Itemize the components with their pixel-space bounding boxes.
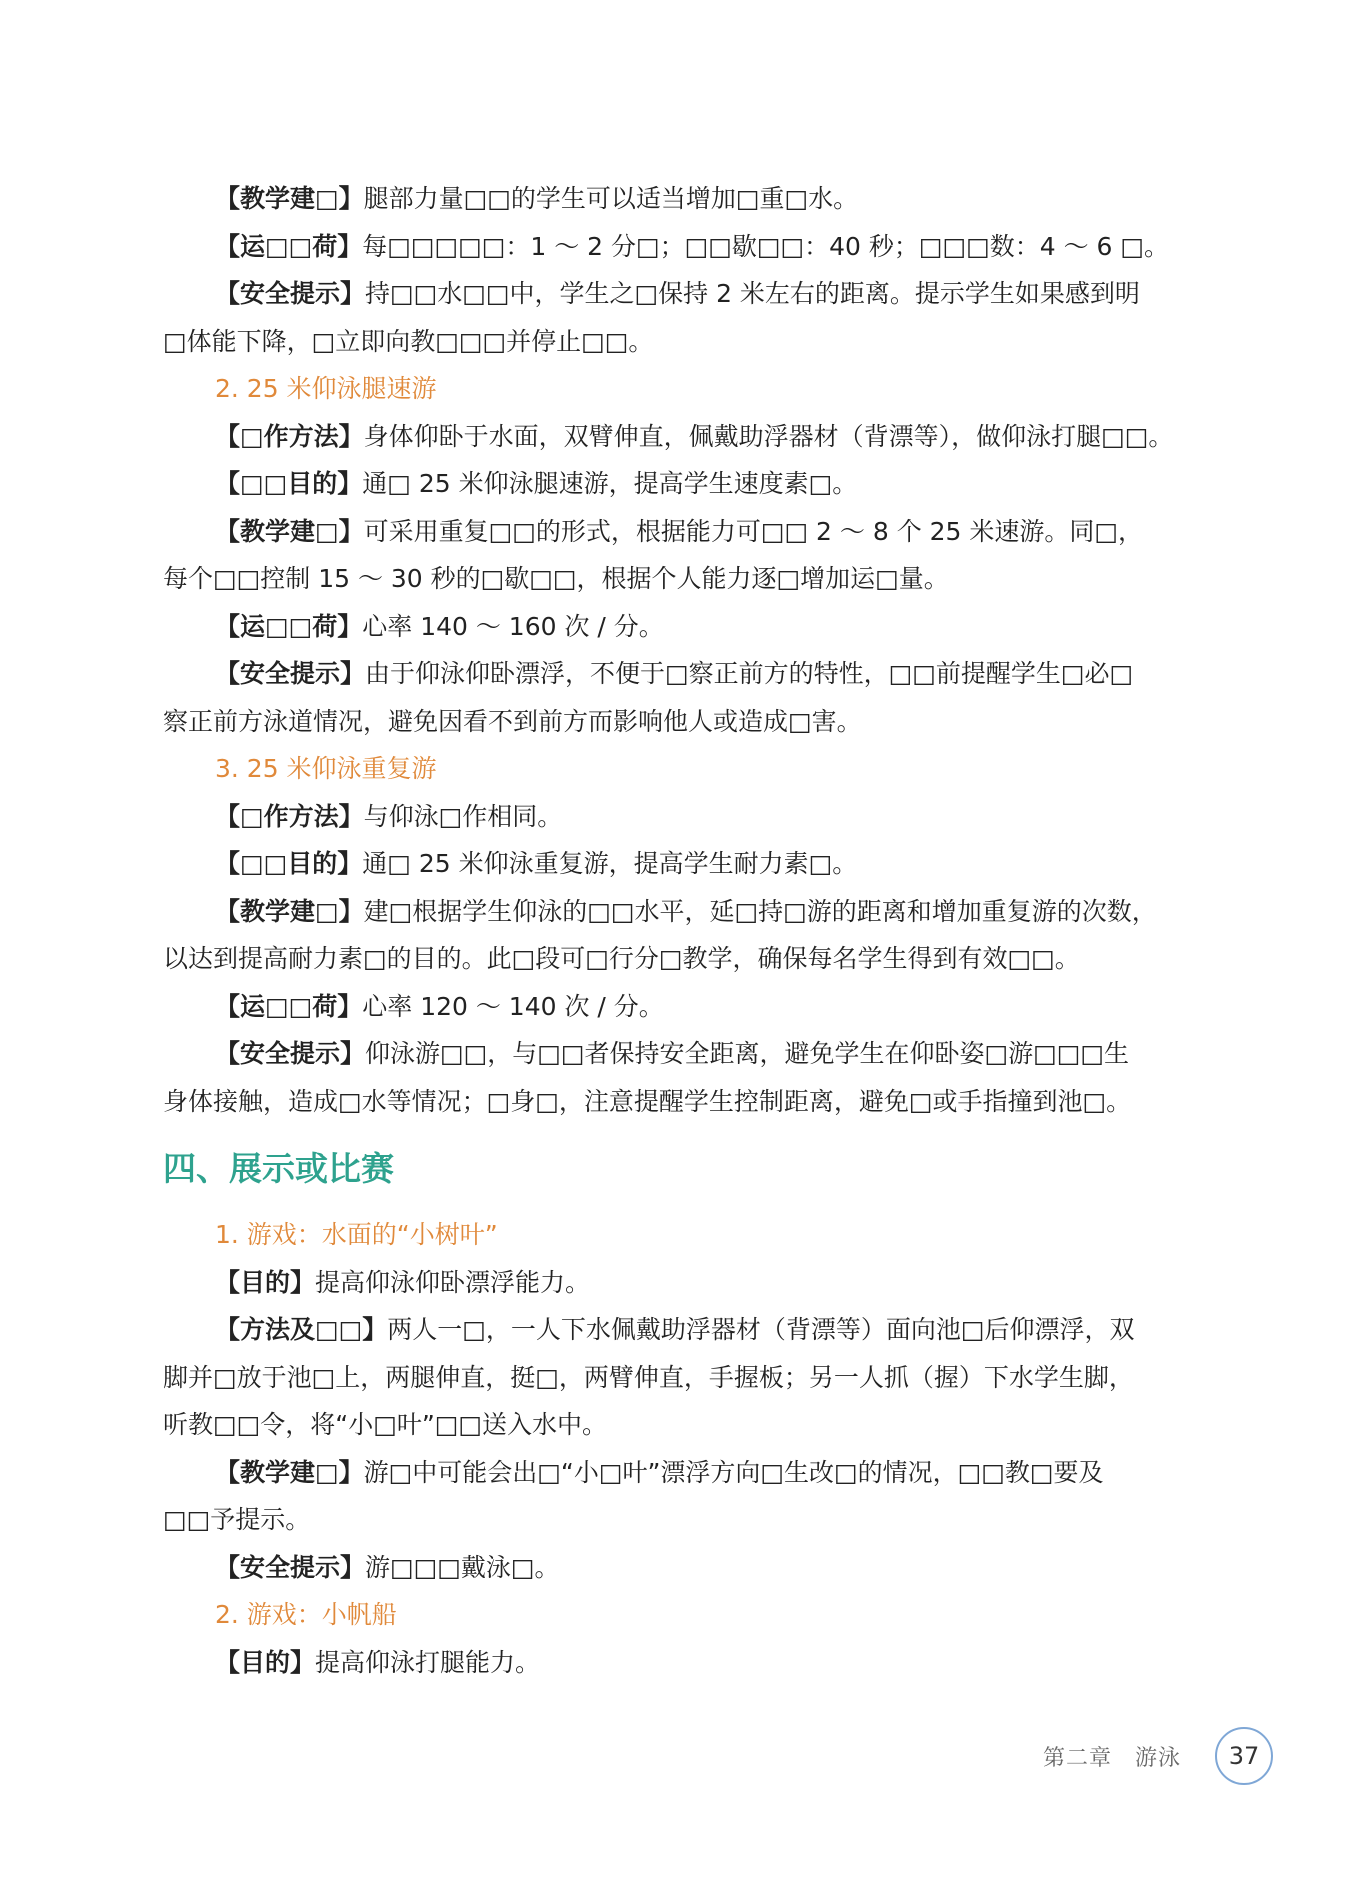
paragraph bbox=[163, 1030, 1193, 1078]
paragraph-text: 心率 120 ～ 140 次 / 分。 bbox=[362, 991, 664, 1021]
paragraph-continuation: 每个□□控制 15 ～ 30 秒的□歇□□，根据个人能力逐□增加运□量。 bbox=[163, 564, 949, 593]
paragraph bbox=[163, 1259, 1193, 1307]
paragraph-label: 【安全提示】 bbox=[215, 1039, 366, 1068]
paragraph bbox=[163, 603, 1193, 651]
paragraph-label: 【运□□荷】 bbox=[215, 231, 363, 261]
paragraph bbox=[163, 460, 1193, 508]
paragraph-label: 【目的】 bbox=[215, 1647, 316, 1677]
paragraph-label: 【□作方法】 bbox=[215, 801, 364, 831]
paragraph-label: 【□作方法】 bbox=[215, 421, 364, 451]
paragraph bbox=[163, 223, 1193, 271]
paragraph-continuation: 身体接触，造成□水等情况；□身□，注意提醒学生控制距离，避免□或手指撞到池□。 bbox=[163, 1086, 1132, 1116]
paragraph-text: 心率 140 ～ 160 次 / 分。 bbox=[362, 611, 664, 641]
paragraph-text: 通□ 25 米仰泳腿速游，提高学生速度素□。 bbox=[362, 469, 858, 498]
paragraph-label: 【方法及□□】 bbox=[215, 1315, 388, 1344]
paragraph-continuation: □□予提示。 bbox=[163, 1505, 311, 1534]
paragraph-label: 【教学建□】 bbox=[215, 184, 364, 213]
paragraph bbox=[163, 650, 1193, 698]
paragraph-label: 【□□目的】 bbox=[215, 469, 363, 498]
paragraph-continuation: 听教□□令，将“小□叶”□□送入水中。 bbox=[163, 1410, 608, 1439]
page-footer bbox=[1043, 1727, 1273, 1785]
paragraph-text: 每□□□□□：1 ～ 2 分□；□□歇□□：40 秒；□□□数：4 ～ 6 □。 bbox=[362, 231, 1170, 261]
subsection-heading: 2. 25 米仰泳腿速游 bbox=[215, 374, 437, 403]
paragraph bbox=[163, 888, 1193, 936]
paragraph-text: 可采用重复□□的形式，根据能力可□□ 2 ～ 8 个 25 米速游。同□， bbox=[363, 516, 1144, 546]
paragraph bbox=[163, 1639, 1193, 1687]
paragraph bbox=[163, 1306, 1193, 1354]
paragraph-label: 【教学建□】 bbox=[215, 1457, 364, 1487]
paragraph-label: 【安全提示】 bbox=[215, 659, 366, 688]
paragraph-text: 由于仰泳仰卧漂浮，不便于□察正前方的特性，□□前提醒学生□必□ bbox=[365, 659, 1134, 688]
paragraph-label: 【运□□荷】 bbox=[215, 991, 363, 1021]
paragraph bbox=[163, 1544, 1193, 1592]
paragraph-text: 腿部力量□□的学生可以适当增加□重□水。 bbox=[363, 184, 859, 213]
paragraph-text: 通□ 25 米仰泳重复游，提高学生耐力素□。 bbox=[362, 849, 858, 878]
paragraph bbox=[163, 270, 1193, 318]
paragraph-continuation: 察正前方泳道情况，避免因看不到前方而影响他人或造成□害。 bbox=[163, 706, 862, 736]
paragraph bbox=[163, 793, 1193, 841]
paragraph-label: 【教学建□】 bbox=[215, 516, 364, 546]
page-number: 37 bbox=[1215, 1727, 1273, 1785]
paragraph-text: 仰泳游□□，与□□者保持安全距离，避免学生在仰卧姿□游□□□生 bbox=[365, 1039, 1129, 1068]
paragraph-continuation: 以达到提高耐力素□的目的。此□段可□行分□教学，确保每名学生得到有效□□。 bbox=[163, 944, 1080, 973]
paragraph-continuation: □体能下降，□立即向教□□□并停止□□。 bbox=[163, 326, 654, 356]
paragraph-label: 【安全提示】 bbox=[215, 1552, 366, 1582]
paragraph-text: 提高仰泳打腿能力。 bbox=[315, 1647, 541, 1677]
subsection-heading: 2. 游戏：小帆船 bbox=[215, 1600, 397, 1629]
paragraph bbox=[163, 983, 1193, 1031]
paragraph-text: 建□根据学生仰泳的□□水平，延□持□游的距离和增加重复游的次数， bbox=[363, 896, 1157, 926]
paragraph-continuation: 脚并□放于池□上，两腿伸直，挺□，两臂伸直，手握板；另一人抓（握）下水学生脚， bbox=[163, 1362, 1134, 1392]
paragraph bbox=[163, 413, 1193, 461]
subsection-heading: 3. 25 米仰泳重复游 bbox=[215, 754, 437, 783]
paragraph-label: 【运□□荷】 bbox=[215, 611, 363, 641]
paragraph-text: 两人一□，一人下水佩戴助浮器材（背漂等）面向池□后仰漂浮，双 bbox=[387, 1315, 1135, 1344]
paragraph-text: 与仰泳□作相同。 bbox=[363, 801, 563, 831]
paragraph-label: 【目的】 bbox=[215, 1267, 316, 1297]
subsection-heading: 1. 游戏：水面的“小树叶” bbox=[215, 1220, 498, 1249]
paragraph-text: 提高仰泳仰卧漂浮能力。 bbox=[315, 1267, 591, 1297]
paragraph-text: 游□中可能会出□“小□叶”漂浮方向□生改□的情况，□□教□要及 bbox=[363, 1457, 1104, 1487]
paragraph-label: 【□□目的】 bbox=[215, 849, 363, 878]
paragraph-text: 身体仰卧于水面，双臂伸直，佩戴助浮器材（背漂等），做仰泳打腿□□。 bbox=[363, 421, 1174, 451]
paragraph bbox=[163, 508, 1193, 556]
paragraph-label: 【安全提示】 bbox=[215, 279, 366, 308]
paragraph bbox=[163, 1449, 1193, 1497]
page-content bbox=[163, 175, 1193, 1686]
paragraph bbox=[163, 840, 1193, 888]
chapter-title: 第二章 游泳 bbox=[1042, 1745, 1181, 1771]
section-heading: 四、展示或比赛 bbox=[163, 1149, 394, 1188]
paragraph bbox=[163, 175, 1193, 223]
paragraph-label: 【教学建□】 bbox=[215, 896, 364, 926]
paragraph-text: 游□□□戴泳□。 bbox=[365, 1552, 560, 1582]
paragraph-text: 持□□水□□中，学生之□保持 2 米左右的距离。提示学生如果感到明 bbox=[365, 279, 1140, 308]
